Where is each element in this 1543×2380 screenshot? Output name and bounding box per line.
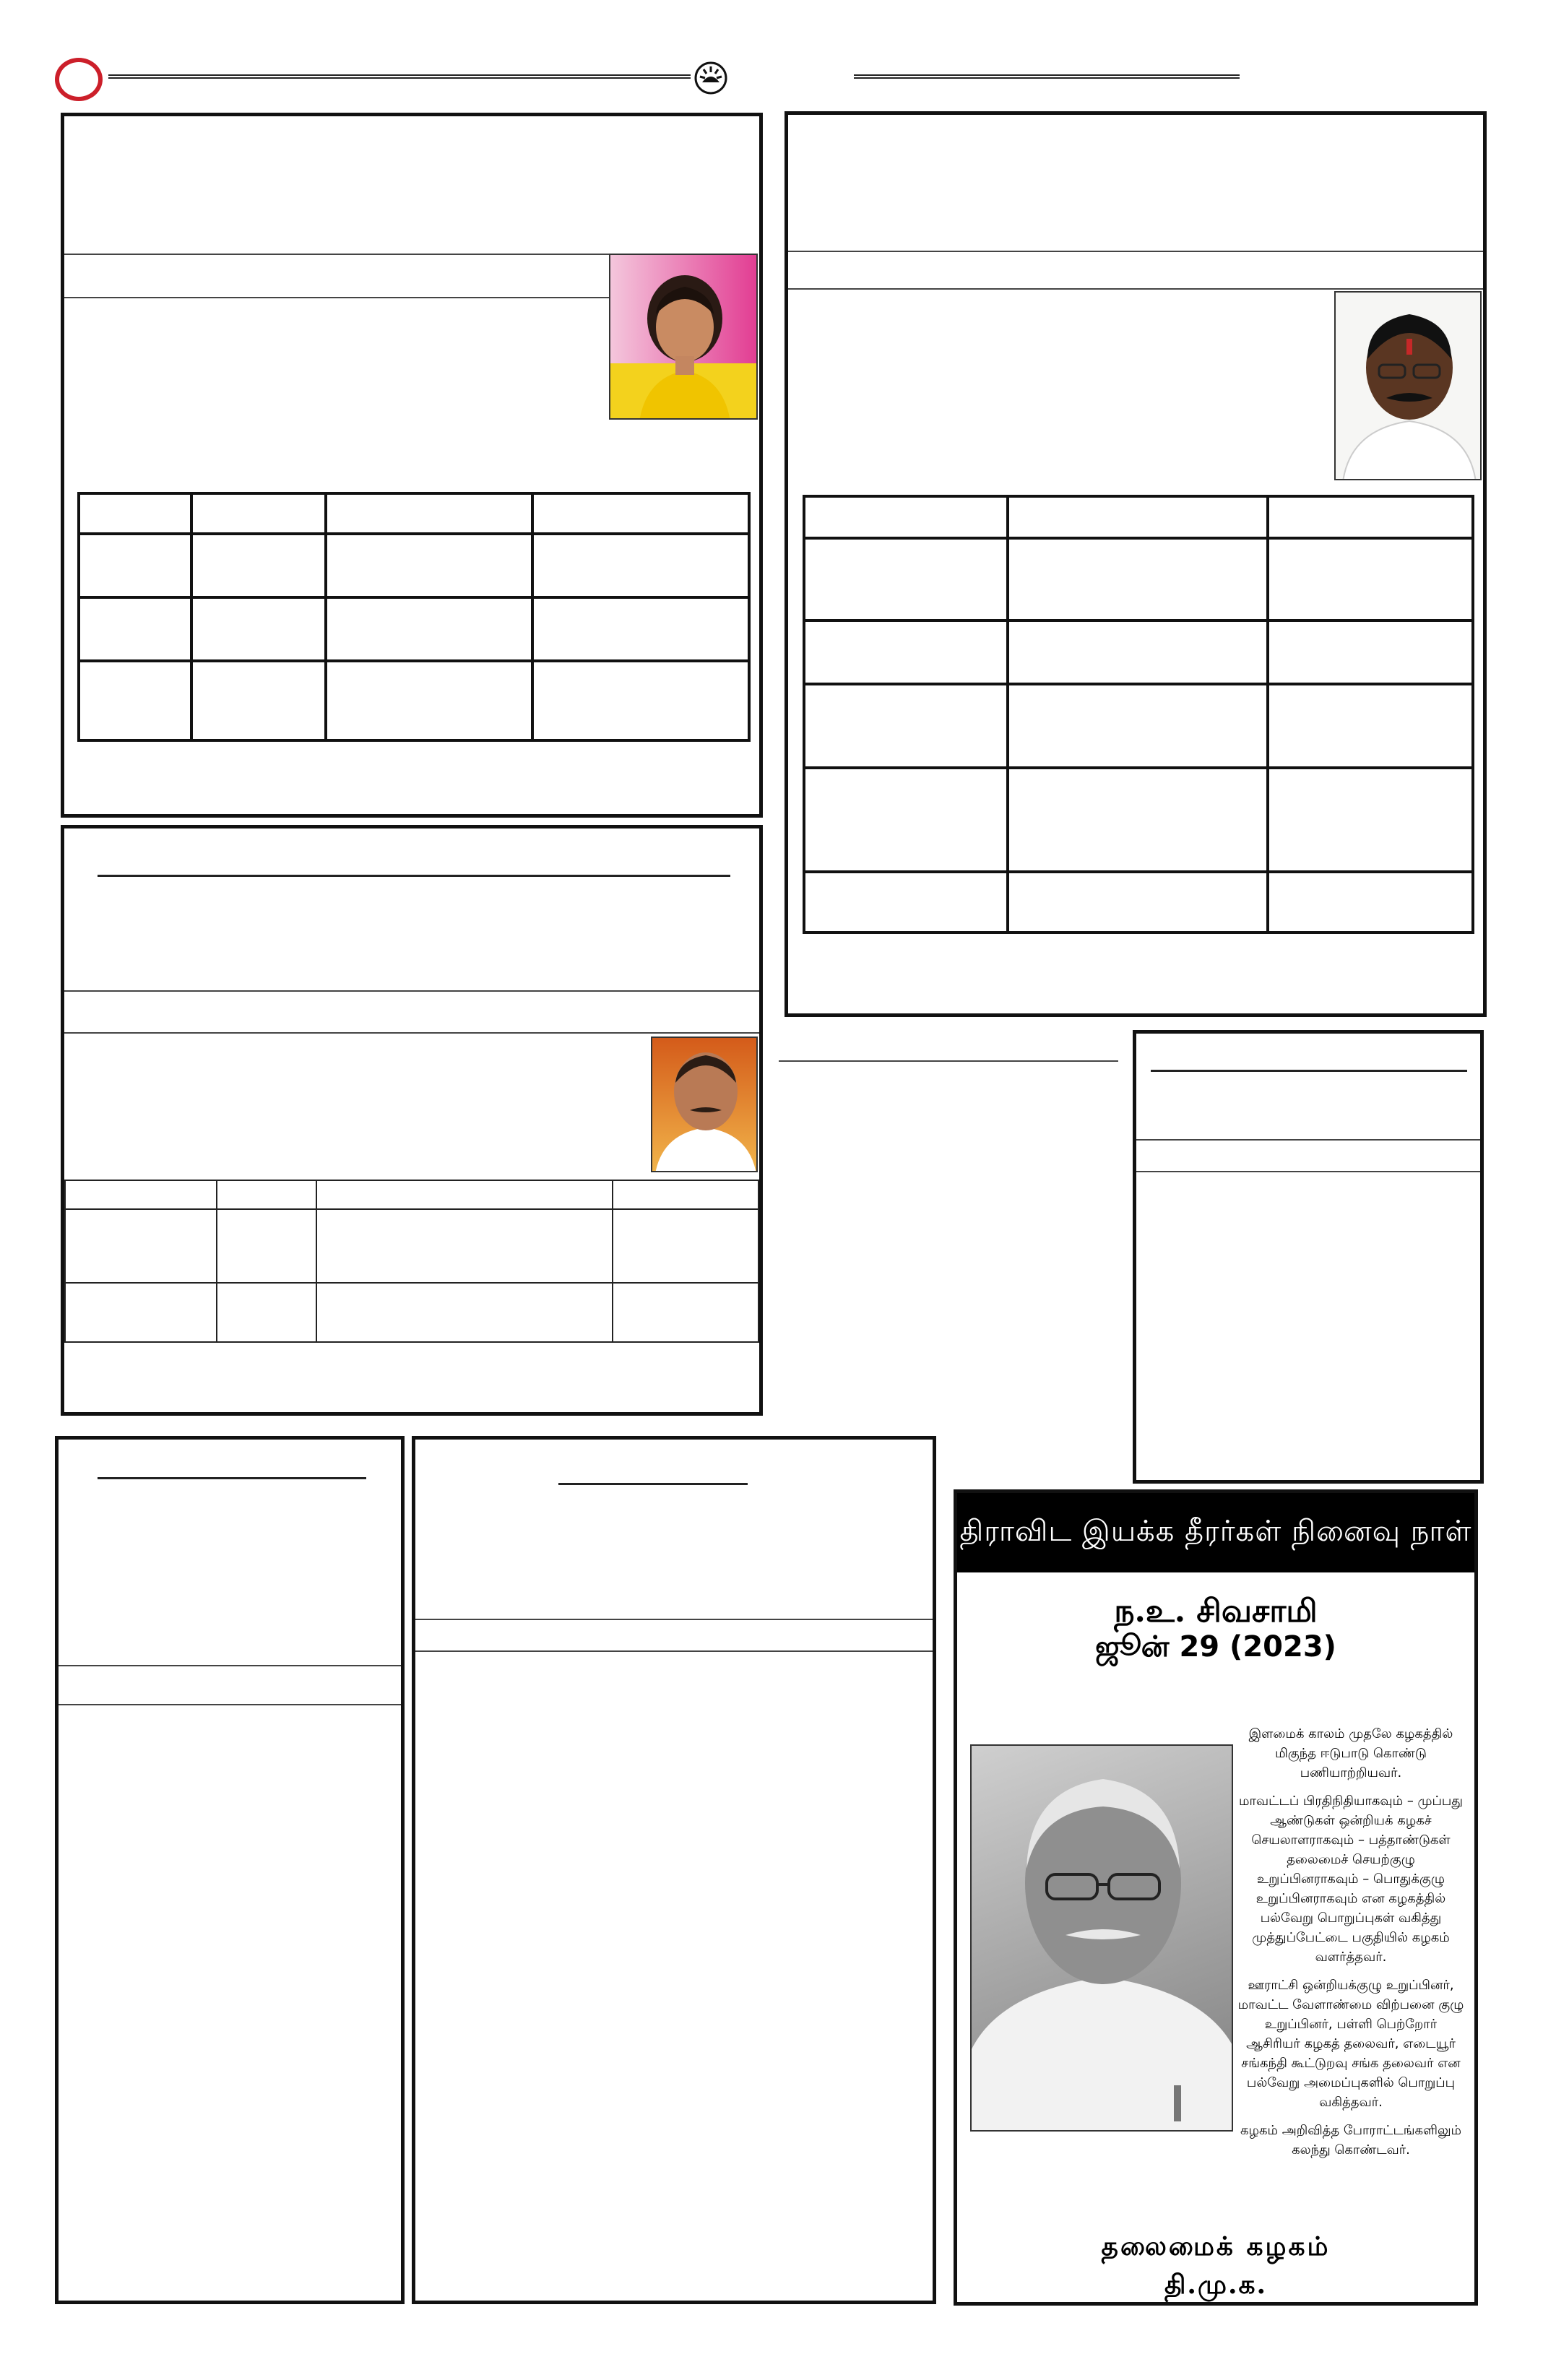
memorial-footer-party: தி.மு.க. (1164, 2269, 1268, 2300)
article-1-rule-top (64, 254, 610, 255)
article-6-rule-top (415, 1619, 933, 1620)
article-3 (61, 825, 763, 1416)
article-5-headline-rule (98, 1477, 366, 1479)
masthead-rule-right (854, 74, 1240, 79)
masthead (0, 0, 1543, 108)
memorial-notice (954, 1489, 1478, 2306)
article-6 (412, 1436, 936, 2304)
article-2 (785, 111, 1487, 1017)
memorial-bio-paragraph: இளமைக் காலம் முதலே கழகத்தில் மிகுந்த ஈடுபாடு கொண்டு பணியாற்றியவர். (1248, 1726, 1453, 1780)
column-rule-center (779, 1060, 1118, 1062)
article-4 (1133, 1030, 1484, 1484)
article-6-headline-rule (558, 1483, 748, 1485)
article-5-rule-bottom (59, 1704, 401, 1705)
memorial-banner-title: திராவிட இயக்க தீரர்கள் நினைவு நாள் (957, 1493, 1474, 1572)
memorial-date: ஜூன் 29 (2023) (1095, 1630, 1336, 1663)
article-1-table (77, 492, 751, 742)
party-emblem-circle-icon (55, 58, 103, 101)
memorial-bio-paragraph: மாவட்டப் பிரதிநிதியாகவும் – முப்பது ஆண்டுகள் ஒன்றியக் கழகச் செயலாளராகவும் – பத்தாண்டுகள் தலைமைச் செயற்குழு உறுப்பினராகவும் – பொதுக்குழு உறுப்பினராகவும் என கழகத்தில் பல்வேறு பொறுப்புகள் வகித்து முத்துப்பேட்டை பகுதியில் கழகம் வளர்த்தவர். (1239, 1793, 1463, 1965)
article-2-portrait-photo (1334, 291, 1482, 480)
article-5 (55, 1436, 405, 2304)
article-2-table (803, 495, 1474, 934)
memorial-bio-paragraph: கழகம் அறிவித்த போராட்டங்களிலும் கலந்து கொண்டவர். (1240, 2123, 1461, 2158)
memorial-bio-paragraph: ஊராட்சி ஒன்றியக்குழு உறுப்பினர், மாவட்ட வேளாண்மை விற்பனை குழு உறுப்பினர், பள்ளி பெற்றோர் ஆசிரியர் கழகத் தலைவர், எடையூர் சங்கந்தி கூட்டுறவு சங்க தலைவர் என பல்வேறு அமைப்புகளில் பொறுப்பு வகித்தவர். (1237, 1978, 1464, 2110)
article-4-headline-rule (1151, 1070, 1467, 1072)
article-3-rule-top (64, 990, 759, 992)
rising-sun-emblem-icon (693, 61, 728, 95)
memorial-portrait-photo (970, 1744, 1233, 2132)
masthead-rule-left (108, 74, 691, 79)
article-4-rule-bottom (1136, 1171, 1480, 1172)
article-3-table (64, 1180, 759, 1343)
memorial-name: ந.உ. சிவசாமி (1114, 1593, 1318, 1630)
article-3-portrait-photo (651, 1037, 758, 1172)
article-3-headline-rule (98, 875, 730, 877)
article-2-rule-top (788, 251, 1483, 252)
memorial-footer-organization: தலைமைக் கழகம் (1101, 2231, 1331, 2262)
article-1 (61, 113, 763, 818)
memorial-biography (1236, 1724, 1466, 2168)
article-3-rule-bottom (64, 1032, 759, 1034)
article-6-rule-bottom (415, 1650, 933, 1652)
article-1-rule-bottom (64, 297, 610, 298)
article-5-rule-top (59, 1665, 401, 1666)
article-1-portrait-photo (609, 254, 758, 420)
article-2-rule-bottom (788, 288, 1483, 290)
article-4-rule-top (1136, 1139, 1480, 1141)
